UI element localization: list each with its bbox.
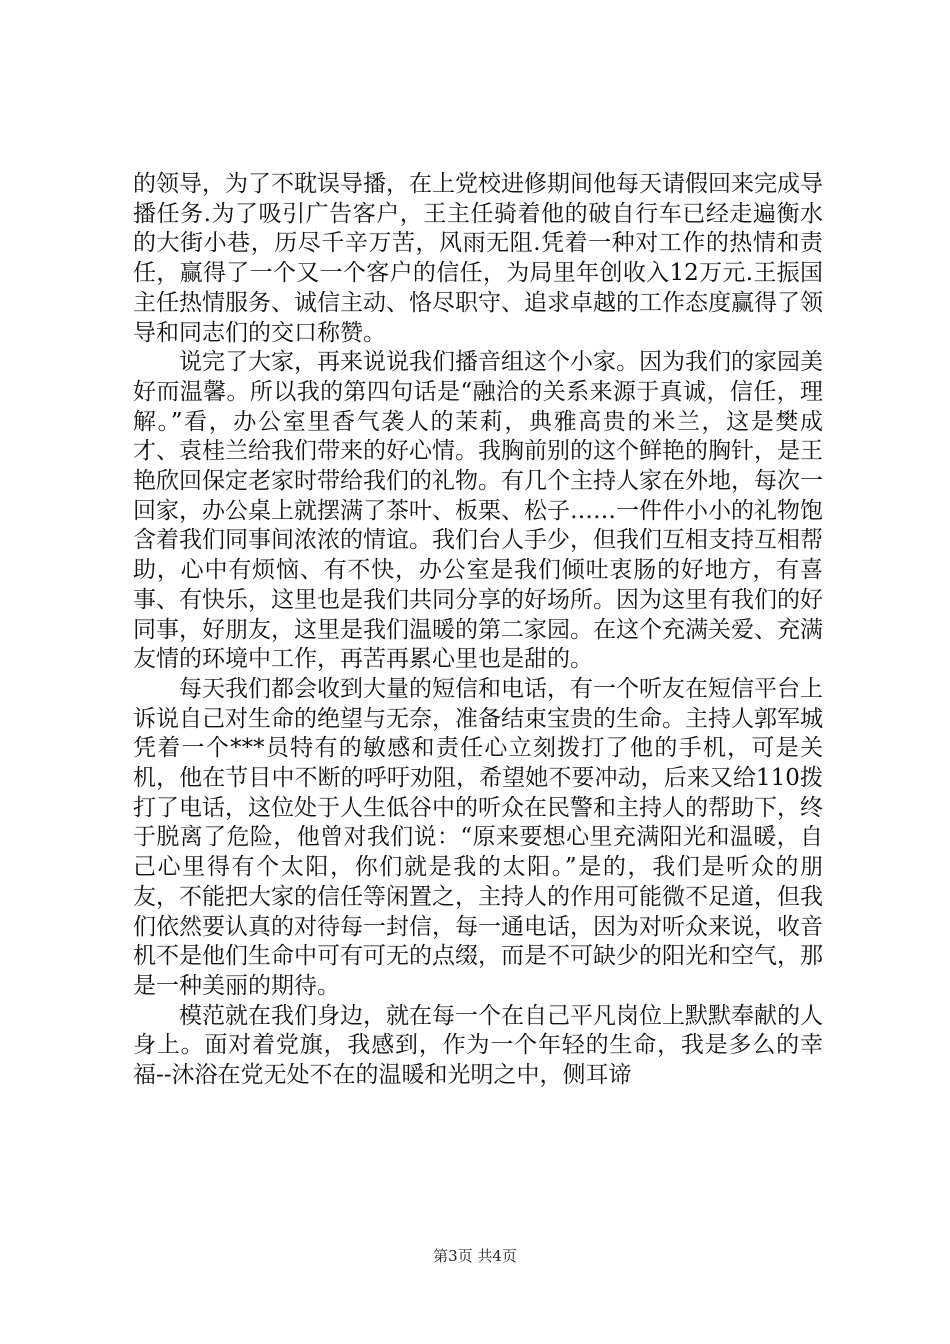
paragraph-3: 每天我们都会收到大量的短信和电话，有一个听友在短信平台上诉说自己对生命的绝望与无奈，准备结束宝贵的生命。主持人郭军城凭着一个***员特有的敏感和责任心立刻拨打了他的手机，可是关机，他在节目中不断的呼吁劝阻，希望她不要冲动，后来又给110拨打了电话，这位处于人生低谷中的听众在民警和主持人的帮助下，终于脱离了危险，他曾对我们说：“原来要想心里充满阳光和温暖，自己心里得有个太阳，你们就是我的太阳。”是的，我们是听众的朋友，不能把大家的信任等闲置之，主持人的作用可能微不足道，但我们依然要认真的对待每一封信，每一通电话，因为对听众来说，收音机不是他们生命中可有可无的点缀，而是不可缺少的阳光和空气，那是一种美丽的期待。 <box>133 675 823 999</box>
page-footer: 第3页 共4页 <box>433 1247 517 1265</box>
document-body <box>133 170 823 1091</box>
paragraph-2: 说完了大家，再来说说我们播音组这个小家。因为我们的家园美好而温馨。所以我的第四句话是“融洽的关系来源于真诚，信任，理解。”看，办公室里香气袭人的茉莉，典雅高贵的米兰，这是樊成才、袁桂兰给我们带来的好心情。我胸前别的这个鲜艳的胸针，是王艳欣回保定老家时带给我们的礼物。有几个主持人家在外地，每次一回家，办公桌上就摆满了茶叶、板栗、松子……一件件小小的礼物饱含着我们同事间浓浓的情谊。我们台人手少，但我们互相支持互相帮助，心中有烦恼、有不快，办公室是我们倾吐衷肠的好地方，有喜事、有快乐，这里也是我们共同分享的好场所。因为这里有我们的好同事，好朋友，这里是我们温暖的第二家园。在这个充满关爱、充满友情的环境中工作，再苦再累心里也是甜的。 <box>133 349 823 673</box>
paragraph-1: 的领导，为了不耽误导播，在上党校进修期间他每天请假回来完成导播任务.为了吸引广告客户，王主任骑着他的破自行车已经走遍衡水的大街小巷，历尽千辛万苦，风雨无阻.凭着一种对工作的热情和责任，赢得了一个又一个客户的信任，为局里年创收入12万元.王振国主任热情服务、诚信主动、恪尽职守、追求卓越的工作态度赢得了领导和同志们的交口称赞。 <box>133 171 823 346</box>
paragraph-4: 模范就在我们身边，就在每一个在自己平凡岗位上默默奉献的人身上。面对着党旗，我感到，作为一个年轻的生命，我是多么的幸福--沐浴在党无处不在的温暖和光明之中，侧耳谛 <box>133 1002 823 1089</box>
